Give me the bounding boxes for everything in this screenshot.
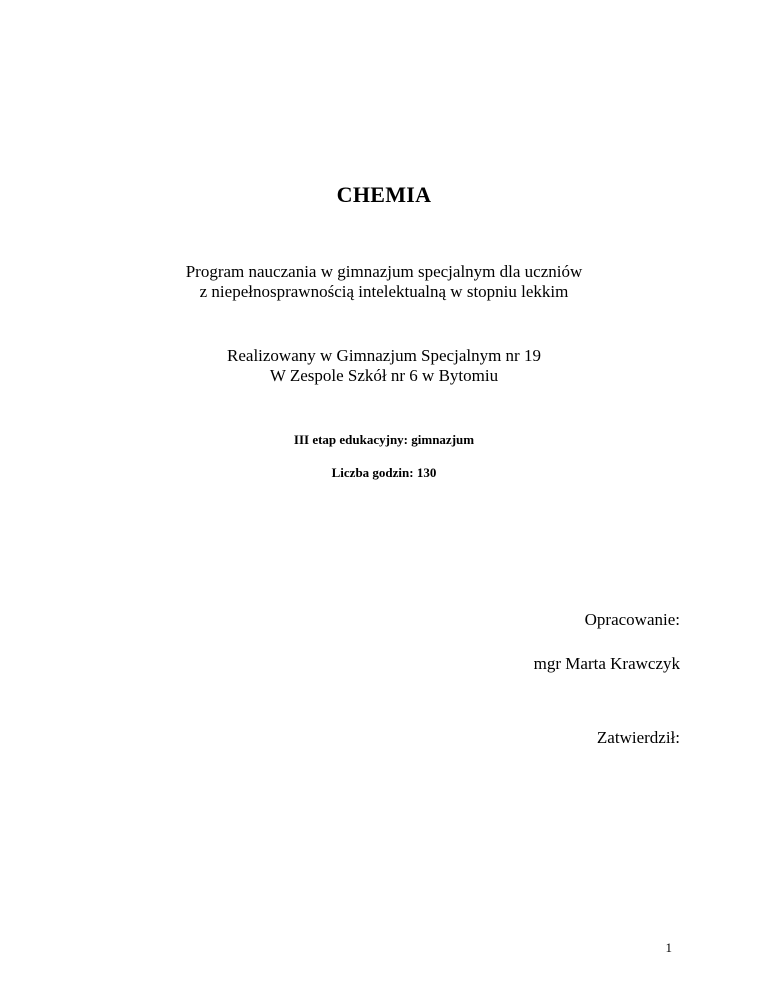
hours-count: Liczba godzin: 130 xyxy=(331,465,437,480)
school-info-line-2: W Zespole Szkół nr 6 w Bytomiu xyxy=(269,366,499,385)
page-number: 1 xyxy=(665,940,672,955)
education-stage: III etap edukacyjny: gimnazjum xyxy=(293,432,475,447)
school-info xyxy=(0,346,768,386)
program-description xyxy=(0,262,768,302)
document-title: CHEMIA xyxy=(336,182,432,207)
program-description-line-2: z niepełnosprawnością intelektualną w stopniu lekkim xyxy=(199,282,569,301)
school-info-line-1: Realizowany w Gimnazjum Specjalnym nr 19 xyxy=(227,346,541,365)
program-description-line-1: Program nauczania w gimnazjum specjalnym dla uczniów xyxy=(185,262,583,281)
author-name: mgr Marta Krawczyk xyxy=(533,654,680,673)
prepared-label: Opracowanie: xyxy=(584,610,680,629)
approved-label: Zatwierdził: xyxy=(596,728,680,747)
